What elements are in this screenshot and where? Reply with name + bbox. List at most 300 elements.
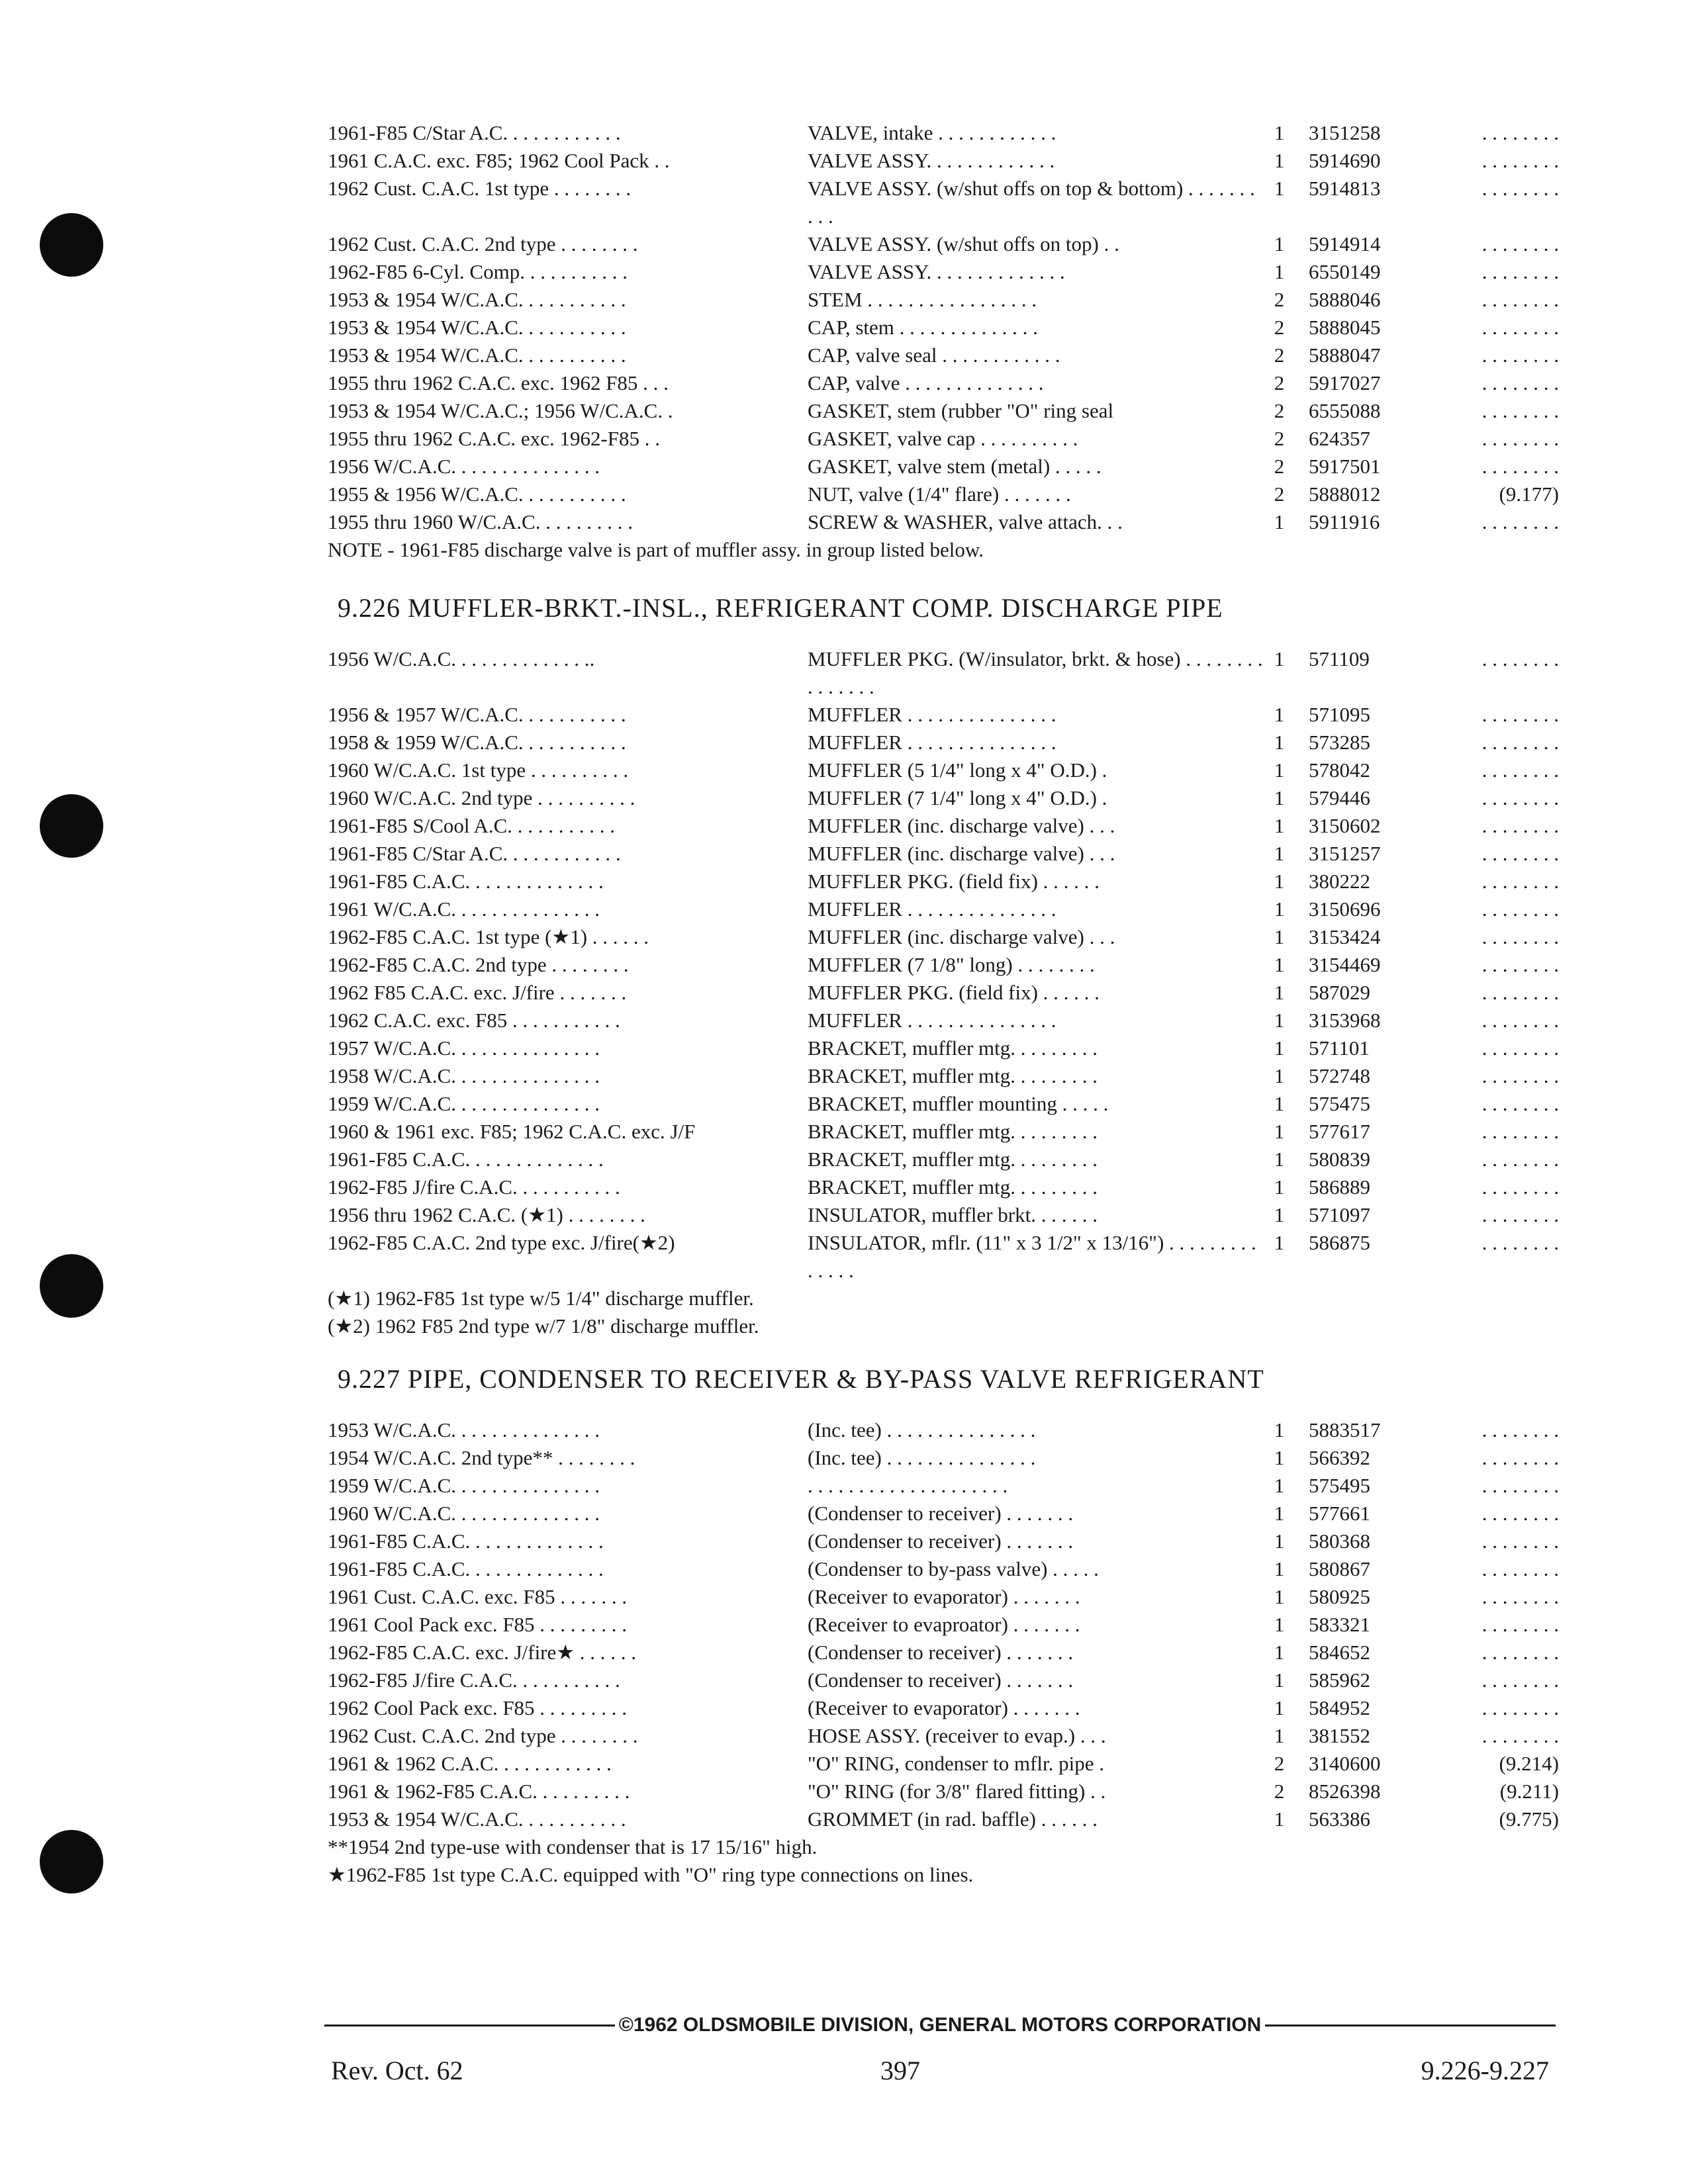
section-heading: 9.226 MUFFLER-BRKT.-INSL., REFRIGERANT COMP. DISCHARGE PIPE <box>338 593 1223 623</box>
part-row <box>328 1201 1559 1229</box>
part-number-cell <box>1294 1639 1559 1666</box>
part-number: 583321 <box>1309 1613 1370 1636</box>
group-reference: . . . . . . . . <box>1481 703 1559 726</box>
quantity-cell: 1 <box>1274 1120 1285 1143</box>
description-cell: INSULATOR, mflr. (11" x 3 1/2" x 13/16") . . . . . . . . . . . . . . <box>808 1231 1256 1282</box>
part-number: 5911916 <box>1309 510 1380 533</box>
description-cell: MUFFLER (inc. discharge valve) . . . <box>808 925 1115 948</box>
group-reference: (9.177) <box>1499 482 1559 506</box>
application-cell: 1955 & 1956 W/C.A.C. . . . . . . . . . . <box>328 482 626 506</box>
application-cell: 1962-F85 C.A.C. 1st type (★1) . . . . . . <box>328 925 649 948</box>
quantity-cell: 1 <box>1274 177 1285 200</box>
application-cell: 1956 & 1957 W/C.A.C. . . . . . . . . . . <box>328 703 626 726</box>
group-reference: . . . . . . . . <box>1481 260 1559 283</box>
part-row <box>328 119 1559 147</box>
group-reference: . . . . . . . . <box>1481 427 1559 450</box>
binder-hole <box>40 1254 103 1318</box>
quantity-cell: 2 <box>1274 288 1285 311</box>
group-reference: . . . . . . . . <box>1481 232 1559 255</box>
part-number-cell <box>1294 1416 1559 1444</box>
part-number-cell <box>1294 1229 1559 1257</box>
part-row <box>328 868 1559 895</box>
part-number: 580925 <box>1309 1585 1370 1608</box>
application-cell: 1960 & 1961 exc. F85; 1962 C.A.C. exc. J/F <box>328 1120 696 1143</box>
description-cell: BRACKET, muffler mtg. . . . . . . . . <box>808 1175 1098 1199</box>
part-row <box>328 895 1559 923</box>
description-cell: BRACKET, muffler mtg. . . . . . . . . <box>808 1036 1098 1060</box>
group-reference: . . . . . . . . <box>1481 121 1559 144</box>
part-number-cell <box>1294 425 1559 453</box>
part-row <box>328 1500 1559 1527</box>
binder-hole <box>40 1830 103 1893</box>
part-row <box>328 756 1559 784</box>
group-reference: . . . . . . . . <box>1481 1120 1559 1143</box>
application-cell: 1962-F85 J/fire C.A.C. . . . . . . . . . . <box>328 1668 620 1692</box>
application-cell: 1953 & 1954 W/C.A.C.; 1956 W/C.A.C. . <box>328 399 673 422</box>
description-cell: MUFFLER PKG. (field fix) . . . . . . <box>808 981 1100 1004</box>
application-cell: 1960 W/C.A.C. 2nd type . . . . . . . . . . <box>328 786 635 809</box>
part-row <box>328 1444 1559 1472</box>
part-row <box>328 979 1559 1007</box>
quantity-cell: 1 <box>1274 1585 1285 1608</box>
quantity-cell: 1 <box>1274 1613 1285 1636</box>
quantity-cell: 1 <box>1274 1231 1285 1254</box>
group-reference: . . . . . . . . <box>1481 953 1559 976</box>
quantity-cell: 2 <box>1274 1752 1285 1775</box>
part-number: 584952 <box>1309 1696 1370 1719</box>
part-number-cell <box>1294 341 1559 369</box>
application-cell: 1959 W/C.A.C. . . . . . . . . . . . . . . <box>328 1092 600 1115</box>
part-number-cell <box>1294 1611 1559 1639</box>
revision-date: Rev. Oct. 62 <box>331 2056 463 2085</box>
part-number: 5914690 <box>1309 149 1381 172</box>
parts-list-pipe <box>328 1416 1559 1889</box>
part-number: 624357 <box>1309 427 1370 450</box>
quantity-cell: 1 <box>1274 925 1285 948</box>
part-number-cell <box>1294 147 1559 175</box>
footnote: **1954 2nd type-use with condenser that is 17 15/16" high. <box>328 1835 818 1858</box>
group-reference: . . . . . . . . <box>1481 1724 1559 1747</box>
group-reference: . . . . . . . . <box>1481 1092 1559 1115</box>
group-reference: . . . . . . . . <box>1481 149 1559 172</box>
part-number: 3140600 <box>1309 1752 1381 1775</box>
part-number-cell <box>1294 397 1559 425</box>
group-reference: . . . . . . . . <box>1481 1613 1559 1636</box>
part-number-cell <box>1294 1118 1559 1146</box>
quantity-cell: 1 <box>1274 814 1285 837</box>
application-cell: 1961-F85 C/Star A.C. . . . . . . . . . . . <box>328 842 621 865</box>
application-cell: 1962-F85 C.A.C. 2nd type exc. J/fire(★2) <box>328 1231 675 1254</box>
group-reference: . . . . . . . . <box>1481 399 1559 422</box>
part-row <box>328 369 1559 397</box>
binder-hole <box>40 213 103 277</box>
part-number-cell <box>1294 895 1559 923</box>
quantity-cell: 1 <box>1274 232 1285 255</box>
part-number: 573285 <box>1309 731 1370 754</box>
quantity-cell: 1 <box>1274 1092 1285 1115</box>
application-cell: 1956 W/C.A.C. . . . . . . . . . . . . .. <box>328 647 595 670</box>
group-reference: . . . . . . . . <box>1481 925 1559 948</box>
group-reference: . . . . . . . . <box>1481 316 1559 339</box>
group-reference: . . . . . . . . <box>1481 842 1559 865</box>
description-cell: GASKET, stem (rubber "O" ring seal <box>808 399 1114 422</box>
part-number-cell <box>1294 1666 1559 1694</box>
description-cell: (Receiver to evaproator) . . . . . . . <box>808 1613 1080 1636</box>
group-reference: . . . . . . . . <box>1481 1668 1559 1692</box>
part-number: 3153968 <box>1309 1009 1381 1032</box>
description-cell: (Condenser to by-pass valve) . . . . . <box>808 1557 1099 1580</box>
application-cell: 1962-F85 6-Cyl. Comp. . . . . . . . . . . <box>328 260 628 283</box>
group-reference: . . . . . . . . <box>1481 343 1559 367</box>
part-number-cell <box>1294 480 1559 508</box>
part-number-cell <box>1294 979 1559 1007</box>
part-row <box>328 923 1559 951</box>
part-row <box>328 701 1559 729</box>
part-number: 577661 <box>1309 1502 1370 1525</box>
part-number: 5888045 <box>1309 316 1381 339</box>
part-number-cell <box>1294 1201 1559 1229</box>
description-cell: (Condenser to receiver) . . . . . . . <box>808 1502 1074 1525</box>
description-cell: CAP, stem . . . . . . . . . . . . . . <box>808 316 1038 339</box>
part-number: 579446 <box>1309 786 1370 809</box>
application-cell: 1961 & 1962 C.A.C. . . . . . . . . . . . <box>328 1752 612 1775</box>
description-cell: INSULATOR, muffler brkt. . . . . . . <box>808 1203 1098 1226</box>
application-cell: 1955 thru 1962 C.A.C. exc. 1962 F85 . . . <box>328 371 669 394</box>
group-reference: . . . . . . . . <box>1481 1009 1559 1032</box>
part-row <box>328 1173 1559 1201</box>
part-number: 566392 <box>1309 1446 1370 1469</box>
application-cell: 1961-F85 C.A.C. . . . . . . . . . . . . . <box>328 1529 604 1553</box>
description-cell: GASKET, valve stem (metal) . . . . . <box>808 455 1102 478</box>
application-cell: 1959 W/C.A.C. . . . . . . . . . . . . . . <box>328 1474 600 1497</box>
application-cell: 1962 C.A.C. exc. F85 . . . . . . . . . . . <box>328 1009 620 1032</box>
part-number-cell <box>1294 1527 1559 1555</box>
part-number-cell <box>1294 756 1559 784</box>
part-number: 571095 <box>1309 703 1370 726</box>
footnote: ★1962-F85 1st type C.A.C. equipped with "O" ring type connections on lines. <box>328 1863 974 1886</box>
group-reference: . . . . . . . . <box>1481 870 1559 893</box>
quantity-cell: 1 <box>1274 1148 1285 1171</box>
part-number: 5917027 <box>1309 371 1381 394</box>
quantity-cell: 1 <box>1274 1724 1285 1747</box>
application-cell: 1960 W/C.A.C. 1st type . . . . . . . . . . <box>328 758 629 782</box>
part-number: 575475 <box>1309 1092 1370 1115</box>
part-number-cell <box>1294 1146 1559 1173</box>
parts-table <box>328 119 1559 536</box>
parts-table <box>328 645 1559 1285</box>
quantity-cell: 1 <box>1274 1529 1285 1553</box>
part-number-cell <box>1294 1805 1559 1833</box>
part-row <box>328 175 1559 230</box>
description-cell: NUT, valve (1/4" flare) . . . . . . . <box>808 482 1071 506</box>
part-row <box>328 1090 1559 1118</box>
part-number-cell <box>1294 1555 1559 1583</box>
quantity-cell: 1 <box>1274 510 1285 533</box>
part-number: 571109 <box>1309 647 1370 670</box>
group-reference: . . . . . . . . <box>1481 1231 1559 1254</box>
application-cell: 1961-F85 C.A.C. . . . . . . . . . . . . . <box>328 1148 604 1171</box>
description-cell: VALVE, intake . . . . . . . . . . . . <box>808 121 1056 144</box>
group-reference: . . . . . . . . <box>1481 1502 1559 1525</box>
part-row <box>328 453 1559 480</box>
description-cell: MUFFLER PKG. (W/insulator, brkt. & hose) . . . . . . . . . . . . . . . <box>808 647 1263 698</box>
group-reference: . . . . . . . . <box>1481 981 1559 1004</box>
part-number-cell <box>1294 119 1559 147</box>
part-number-cell <box>1294 1722 1559 1750</box>
page-number: 397 <box>880 2056 920 2085</box>
group-reference: . . . . . . . . <box>1481 814 1559 837</box>
group-reference: . . . . . . . . <box>1481 1529 1559 1553</box>
quantity-cell: 1 <box>1274 260 1285 283</box>
description-cell: (Inc. tee) . . . . . . . . . . . . . . . <box>808 1446 1036 1469</box>
part-number-cell <box>1294 1472 1559 1500</box>
application-cell: 1962 F85 C.A.C. exc. J/fire . . . . . . . <box>328 981 627 1004</box>
description-cell: MUFFLER (5 1/4" long x 4" O.D.) . <box>808 758 1107 782</box>
description-cell: (Condenser to receiver) . . . . . . . <box>808 1641 1074 1664</box>
part-number: 572748 <box>1309 1064 1370 1087</box>
part-number-cell <box>1294 1173 1559 1201</box>
quantity-cell: 2 <box>1274 399 1285 422</box>
application-cell: 1962-F85 C.A.C. exc. J/fire★ . . . . . . <box>328 1641 637 1664</box>
part-number: 563386 <box>1309 1807 1370 1831</box>
part-number-cell <box>1294 1500 1559 1527</box>
quantity-cell: 1 <box>1274 731 1285 754</box>
part-number-cell <box>1294 1062 1559 1090</box>
part-number: 380222 <box>1309 870 1370 893</box>
rule-line <box>1265 2025 1556 2026</box>
group-reference: . . . . . . . . <box>1481 455 1559 478</box>
group-reference: . . . . . . . . <box>1481 647 1559 670</box>
quantity-cell: 1 <box>1274 647 1285 670</box>
group-reference: . . . . . . . . <box>1481 1064 1559 1087</box>
part-row <box>328 1527 1559 1555</box>
group-reference: . . . . . . . . <box>1481 1641 1559 1664</box>
quantity-cell: 1 <box>1274 149 1285 172</box>
quantity-cell: 2 <box>1274 371 1285 394</box>
part-row <box>328 1034 1559 1062</box>
part-row <box>328 1146 1559 1173</box>
application-cell: 1956 thru 1962 C.A.C. (★1) . . . . . . . . <box>328 1203 645 1226</box>
quantity-cell: 1 <box>1274 981 1285 1004</box>
application-cell: 1954 W/C.A.C. 2nd type** . . . . . . . . <box>328 1446 635 1469</box>
part-row <box>328 147 1559 175</box>
description-cell: MUFFLER . . . . . . . . . . . . . . . <box>808 703 1056 726</box>
description-cell: BRACKET, muffler mounting . . . . . <box>808 1092 1109 1115</box>
quantity-cell: 1 <box>1274 842 1285 865</box>
part-number-cell <box>1294 645 1559 673</box>
description-cell: MUFFLER PKG. (field fix) . . . . . . <box>808 870 1100 893</box>
footnote: (★2) 1962 F85 2nd type w/7 1/8" discharge muffler. <box>328 1314 759 1338</box>
part-number: 8526398 <box>1309 1780 1381 1803</box>
part-row <box>328 397 1559 425</box>
application-cell: 1962-F85 J/fire C.A.C. . . . . . . . . . . <box>328 1175 620 1199</box>
part-row <box>328 1062 1559 1090</box>
group-reference: . . . . . . . . <box>1481 288 1559 311</box>
description-cell: (Condenser to receiver) . . . . . . . <box>808 1668 1074 1692</box>
group-reference: . . . . . . . . <box>1481 758 1559 782</box>
description-cell: HOSE ASSY. (receiver to evap.) . . . <box>808 1724 1106 1747</box>
quantity-cell: 1 <box>1274 953 1285 976</box>
part-number: 586889 <box>1309 1175 1370 1199</box>
description-cell: VALVE ASSY. (w/shut offs on top) . . <box>808 232 1119 255</box>
group-reference: . . . . . . . . <box>1481 731 1559 754</box>
description-cell: MUFFLER (inc. discharge valve) . . . <box>808 842 1115 865</box>
part-number-cell <box>1294 1034 1559 1062</box>
description-cell: SCREW & WASHER, valve attach. . . <box>808 510 1123 533</box>
part-row <box>328 1472 1559 1500</box>
application-cell: 1956 W/C.A.C. . . . . . . . . . . . . . . <box>328 455 600 478</box>
quantity-cell: 1 <box>1274 870 1285 893</box>
part-number: 580368 <box>1309 1529 1370 1553</box>
part-number-cell <box>1294 230 1559 258</box>
part-row <box>328 729 1559 756</box>
quantity-cell: 2 <box>1274 343 1285 367</box>
group-reference: . . . . . . . . <box>1481 1557 1559 1580</box>
part-number: 3153424 <box>1309 925 1381 948</box>
part-number: 3154469 <box>1309 953 1381 976</box>
part-row <box>328 1555 1559 1583</box>
description-cell: GROMMET (in rad. baffle) . . . . . . <box>808 1807 1098 1831</box>
description-cell: MUFFLER (7 1/4" long x 4" O.D.) . <box>808 786 1107 809</box>
part-number: 5888047 <box>1309 343 1381 367</box>
parts-list-muffler <box>328 645 1559 1340</box>
description-cell: MUFFLER . . . . . . . . . . . . . . . <box>808 731 1056 754</box>
part-row <box>328 258 1559 286</box>
part-row <box>328 425 1559 453</box>
part-number: 587029 <box>1309 981 1370 1004</box>
part-row <box>328 508 1559 536</box>
group-reference: . . . . . . . . <box>1481 1585 1559 1608</box>
part-number-cell <box>1294 868 1559 895</box>
group-reference: . . . . . . . . <box>1481 1696 1559 1719</box>
application-cell: 1961-F85 S/Cool A.C. . . . . . . . . . . <box>328 814 616 837</box>
group-reference: . . . . . . . . <box>1481 1446 1559 1469</box>
description-cell: VALVE ASSY. (w/shut offs on top & bottom) . . . . . . . . . . <box>808 177 1255 228</box>
quantity-cell: 1 <box>1274 1557 1285 1580</box>
quantity-cell: 1 <box>1274 897 1285 921</box>
quantity-cell: 1 <box>1274 1502 1285 1525</box>
quantity-cell: 1 <box>1274 1641 1285 1664</box>
quantity-cell: 1 <box>1274 703 1285 726</box>
part-number: 575495 <box>1309 1474 1370 1497</box>
part-row <box>328 784 1559 812</box>
quantity-cell: 1 <box>1274 1036 1285 1060</box>
application-cell: 1953 W/C.A.C. . . . . . . . . . . . . . . <box>328 1418 600 1441</box>
part-number: 5914813 <box>1309 177 1381 200</box>
section-heading: 9.227 PIPE, CONDENSER TO RECEIVER & BY-PASS VALVE REFRIGERANT <box>338 1364 1264 1394</box>
description-cell: . . . . . . . . . . . . . . . . . . . . <box>808 1474 1008 1497</box>
description-cell: STEM . . . . . . . . . . . . . . . . . <box>808 288 1037 311</box>
application-cell: 1955 thru 1962 C.A.C. exc. 1962-F85 . . <box>328 427 661 450</box>
description-cell: (Condenser to receiver) . . . . . . . <box>808 1529 1074 1553</box>
part-row <box>328 1416 1559 1444</box>
part-number: 6555088 <box>1309 399 1381 422</box>
part-number-cell <box>1294 314 1559 341</box>
part-row <box>328 1722 1559 1750</box>
part-number-cell <box>1294 840 1559 868</box>
description-cell: (Receiver to evaporator) . . . . . . . <box>808 1696 1080 1719</box>
part-number-cell <box>1294 1444 1559 1472</box>
application-cell: 1961-F85 C.A.C. . . . . . . . . . . . . . <box>328 870 604 893</box>
quantity-cell: 2 <box>1274 1780 1285 1803</box>
part-row <box>328 341 1559 369</box>
part-row <box>328 286 1559 314</box>
part-row <box>328 1583 1559 1611</box>
description-cell: BRACKET, muffler mtg. . . . . . . . . <box>808 1148 1098 1171</box>
group-reference: . . . . . . . . <box>1481 1148 1559 1171</box>
description-cell: VALVE ASSY. . . . . . . . . . . . . . <box>808 260 1065 283</box>
part-number: 5888046 <box>1309 288 1381 311</box>
description-cell: MUFFLER (7 1/8" long) . . . . . . . . <box>808 953 1095 976</box>
quantity-cell: 1 <box>1274 1064 1285 1087</box>
part-row <box>328 1694 1559 1722</box>
part-row <box>328 1639 1559 1666</box>
binder-hole <box>40 794 103 858</box>
section-note: NOTE - 1961-F85 discharge valve is part of muffler assy. in group listed below. <box>328 538 984 561</box>
part-row <box>328 230 1559 258</box>
description-cell: "O" RING, condenser to mflr. pipe . <box>808 1752 1105 1775</box>
group-reference: . . . . . . . . <box>1481 177 1559 200</box>
part-number: 578042 <box>1309 758 1370 782</box>
description-cell: BRACKET, muffler mtg. . . . . . . . . <box>808 1064 1098 1087</box>
part-number-cell <box>1294 1007 1559 1034</box>
part-number: 571097 <box>1309 1203 1370 1226</box>
footnote: (★1) 1962-F85 1st type w/5 1/4" discharge muffler. <box>328 1287 754 1310</box>
part-row <box>328 314 1559 341</box>
description-cell: BRACKET, muffler mtg. . . . . . . . . <box>808 1120 1098 1143</box>
part-row <box>328 812 1559 840</box>
quantity-cell: 2 <box>1274 455 1285 478</box>
application-cell: 1961 Cust. C.A.C. exc. F85 . . . . . . . <box>328 1585 628 1608</box>
part-number-cell <box>1294 1750 1559 1778</box>
quantity-cell: 1 <box>1274 1009 1285 1032</box>
application-cell: 1962 Cust. C.A.C. 1st type . . . . . . . . <box>328 177 632 200</box>
quantity-cell: 2 <box>1274 316 1285 339</box>
part-number: 5917501 <box>1309 455 1381 478</box>
part-number-cell <box>1294 453 1559 480</box>
application-cell: 1953 & 1954 W/C.A.C. . . . . . . . . . . <box>328 316 626 339</box>
application-cell: 1962 Cust. C.A.C. 2nd type . . . . . . . . <box>328 232 638 255</box>
part-number-cell <box>1294 923 1559 951</box>
application-cell: 1961-F85 C.A.C. . . . . . . . . . . . . . <box>328 1557 604 1580</box>
quantity-cell: 1 <box>1274 1474 1285 1497</box>
part-number: 5883517 <box>1309 1418 1381 1441</box>
description-cell: CAP, valve seal . . . . . . . . . . . . <box>808 343 1060 367</box>
part-row <box>328 1118 1559 1146</box>
rule-line <box>324 2025 615 2026</box>
application-cell: 1961 W/C.A.C. . . . . . . . . . . . . . . <box>328 897 600 921</box>
group-reference: . . . . . . . . <box>1481 1474 1559 1497</box>
quantity-cell: 1 <box>1274 1446 1285 1469</box>
section-range: 9.226-9.227 <box>1421 2056 1549 2085</box>
part-number: 577617 <box>1309 1120 1370 1143</box>
part-number: 586875 <box>1309 1231 1370 1254</box>
quantity-cell: 1 <box>1274 121 1285 144</box>
part-row <box>328 1778 1559 1805</box>
quantity-cell: 1 <box>1274 1418 1285 1441</box>
part-number: 584652 <box>1309 1641 1370 1664</box>
application-cell: 1953 & 1954 W/C.A.C. . . . . . . . . . . <box>328 1807 626 1831</box>
part-number: 5888012 <box>1309 482 1381 506</box>
quantity-cell: 1 <box>1274 1175 1285 1199</box>
part-number-cell <box>1294 175 1559 203</box>
quantity-cell: 1 <box>1274 1203 1285 1226</box>
application-cell: 1961 & 1962-F85 C.A.C. . . . . . . . . . <box>328 1780 630 1803</box>
copyright-rule <box>324 2012 1556 2038</box>
part-row <box>328 645 1559 701</box>
group-reference: . . . . . . . . <box>1481 1036 1559 1060</box>
part-number-cell <box>1294 508 1559 536</box>
